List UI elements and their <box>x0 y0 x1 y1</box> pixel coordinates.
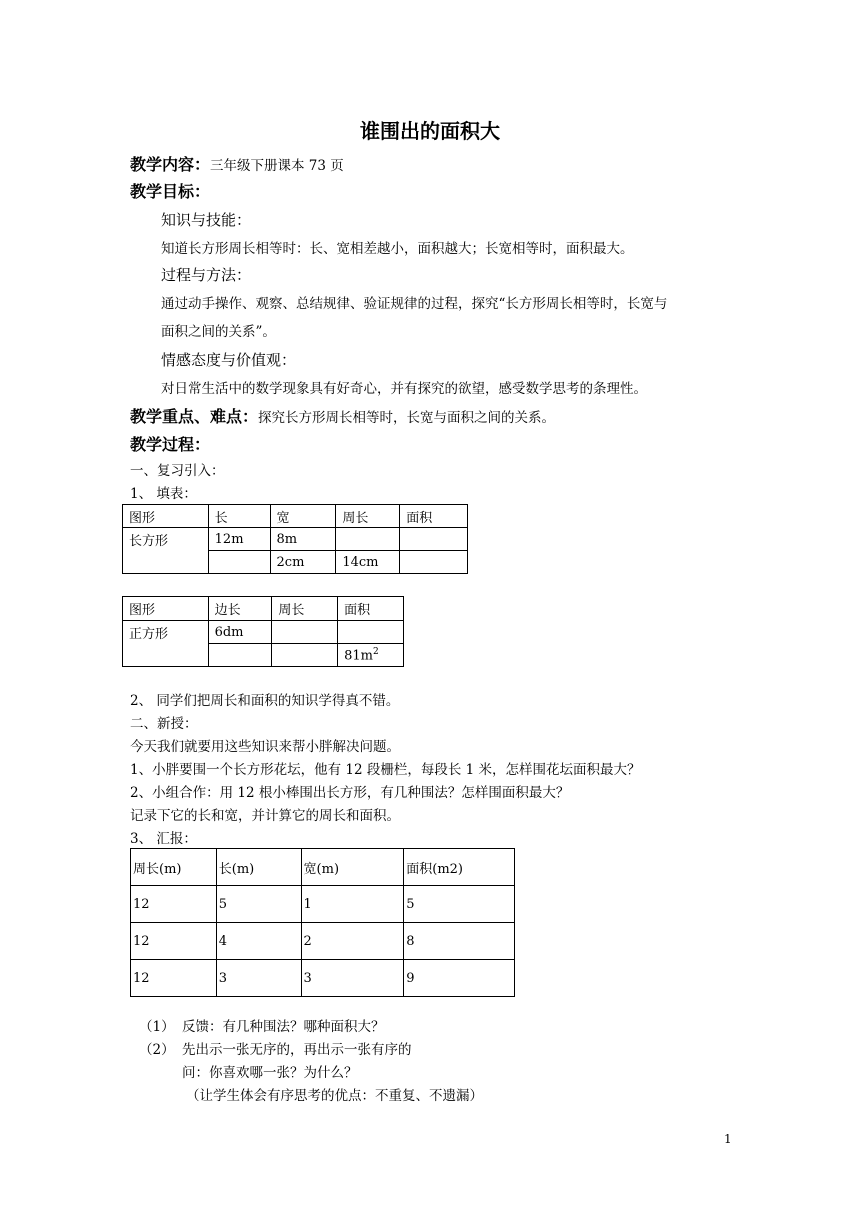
table-header-cell: 面积(m2) <box>404 849 515 886</box>
table-row <box>131 886 515 923</box>
emotion-label: 情感态度与价值观： <box>161 351 297 369</box>
table-cell: 8m <box>270 528 336 551</box>
table-cell: 9 <box>404 960 515 997</box>
shape-cell: 长方形 <box>123 528 209 574</box>
table-header-row <box>123 597 404 621</box>
table-cell: 2cm <box>270 551 336 574</box>
content-text: 三年级下册课本 73 页 <box>210 158 344 174</box>
table-cell: 4 <box>216 923 301 960</box>
fill-table-label: 1、 填表： <box>130 486 197 502</box>
focus-line <box>130 406 555 428</box>
table-cell: 8 <box>404 923 515 960</box>
table-row <box>131 960 515 997</box>
area-value: 81m <box>344 648 374 664</box>
rectangle-table <box>122 504 468 574</box>
feedback-number-1: （1） <box>139 1019 175 1035</box>
section-review-heading: 一、复习引入： <box>130 463 225 479</box>
content-line <box>130 154 344 176</box>
table-row <box>123 621 404 644</box>
table-header-cell: 周长(m) <box>131 849 217 886</box>
table-cell <box>272 621 338 644</box>
focus-text: 探究长方形周长相等时，长宽与面积之间的关系。 <box>258 410 556 426</box>
table-cell: 2 <box>301 923 404 960</box>
procedure-label: 教学过程： <box>130 435 211 454</box>
table-header-row <box>131 849 515 886</box>
table-cell: 12 <box>131 923 217 960</box>
problem-2: 2、小组合作：用 12 根小棒围出长方形，有几种围法？怎样围面积最大？ <box>130 785 570 801</box>
table-header-cell: 长(m) <box>216 849 301 886</box>
problem-1: 1、小胖要围一个长方形花坛，他有 12 段栅栏，每段长 1 米，怎样围花坛面积最大？ <box>130 762 641 778</box>
content-label: 教学内容： <box>130 155 211 174</box>
feedback-question: 问：你喜欢哪一张？为什么？ <box>182 1065 358 1081</box>
area-cell <box>338 644 404 667</box>
table-header-row <box>123 505 468 528</box>
table-header-cell: 图形 <box>123 597 209 621</box>
table-cell: 6dm <box>208 621 272 644</box>
table-cell: 14cm <box>336 551 400 574</box>
table-cell: 12 <box>131 886 217 923</box>
process-label: 过程与方法： <box>161 266 252 284</box>
table-header-cell: 边长 <box>208 597 272 621</box>
report-label: 3、 汇报： <box>130 831 197 847</box>
process-text-1: 通过动手操作、观察、总结规律、验证规律的过程，探究“长方形周长相等时，长宽与 <box>161 296 668 312</box>
feedback-note: （让学生体会有序思考的优点：不重复、不遗漏） <box>186 1088 483 1104</box>
knowledge-label: 知识与技能： <box>161 211 252 229</box>
table-header-cell: 面积 <box>400 505 468 528</box>
section-new-heading: 二、新授： <box>130 716 198 732</box>
table-cell <box>208 551 270 574</box>
report-table <box>130 848 515 997</box>
table-cell: 5 <box>216 886 301 923</box>
table-cell <box>208 644 272 667</box>
table-cell: 3 <box>216 960 301 997</box>
table-cell: 1 <box>301 886 404 923</box>
table-header-cell: 面积 <box>338 597 404 621</box>
table-cell: 12 <box>131 960 217 997</box>
table-row <box>123 528 468 551</box>
table-row <box>131 923 515 960</box>
area-superscript: 2 <box>373 646 379 657</box>
record-line: 记录下它的长和宽，并计算它的周长和面积。 <box>130 808 400 824</box>
table-cell <box>272 644 338 667</box>
focus-label: 教学重点、难点： <box>130 407 259 426</box>
table-header-cell: 长 <box>208 505 270 528</box>
table-header-cell: 周长 <box>336 505 400 528</box>
feedback-text-1: 反馈：有几种围法？哪种面积大？ <box>182 1019 385 1035</box>
table-header-cell: 宽(m) <box>301 849 404 886</box>
document-title: 谁围出的面积大 <box>360 119 500 143</box>
table-cell: 3 <box>301 960 404 997</box>
shape-cell: 正方形 <box>123 621 209 667</box>
table-cell <box>400 528 468 551</box>
emotion-text: 对日常生活中的数学现象具有好奇心，并有探究的欲望，感受数学思考的条理性。 <box>161 381 647 397</box>
table-cell <box>336 528 400 551</box>
table-cell <box>338 621 404 644</box>
table-header-cell: 周长 <box>272 597 338 621</box>
table-cell <box>400 551 468 574</box>
table-header-cell: 宽 <box>270 505 336 528</box>
feedback-text-2: 先出示一张无序的，再出示一张有序的 <box>182 1042 412 1058</box>
praise-line: 2、 同学们把周长和面积的知识学得真不错。 <box>130 693 400 709</box>
table-cell: 12m <box>208 528 270 551</box>
goals-label: 教学目标： <box>130 182 211 201</box>
process-text-2: 面积之间的关系”。 <box>161 324 276 340</box>
page-number: 1 <box>724 1132 732 1146</box>
intro-line: 今天我们就要用这些知识来帮小胖解决问题。 <box>130 739 400 755</box>
table-cell: 5 <box>404 886 515 923</box>
table-header-cell: 图形 <box>123 505 209 528</box>
square-table <box>122 596 404 667</box>
feedback-number-2: （2） <box>139 1042 175 1058</box>
knowledge-text: 知道长方形周长相等时：长、宽相差越小，面积越大；长宽相等时，面积最大。 <box>161 241 634 257</box>
